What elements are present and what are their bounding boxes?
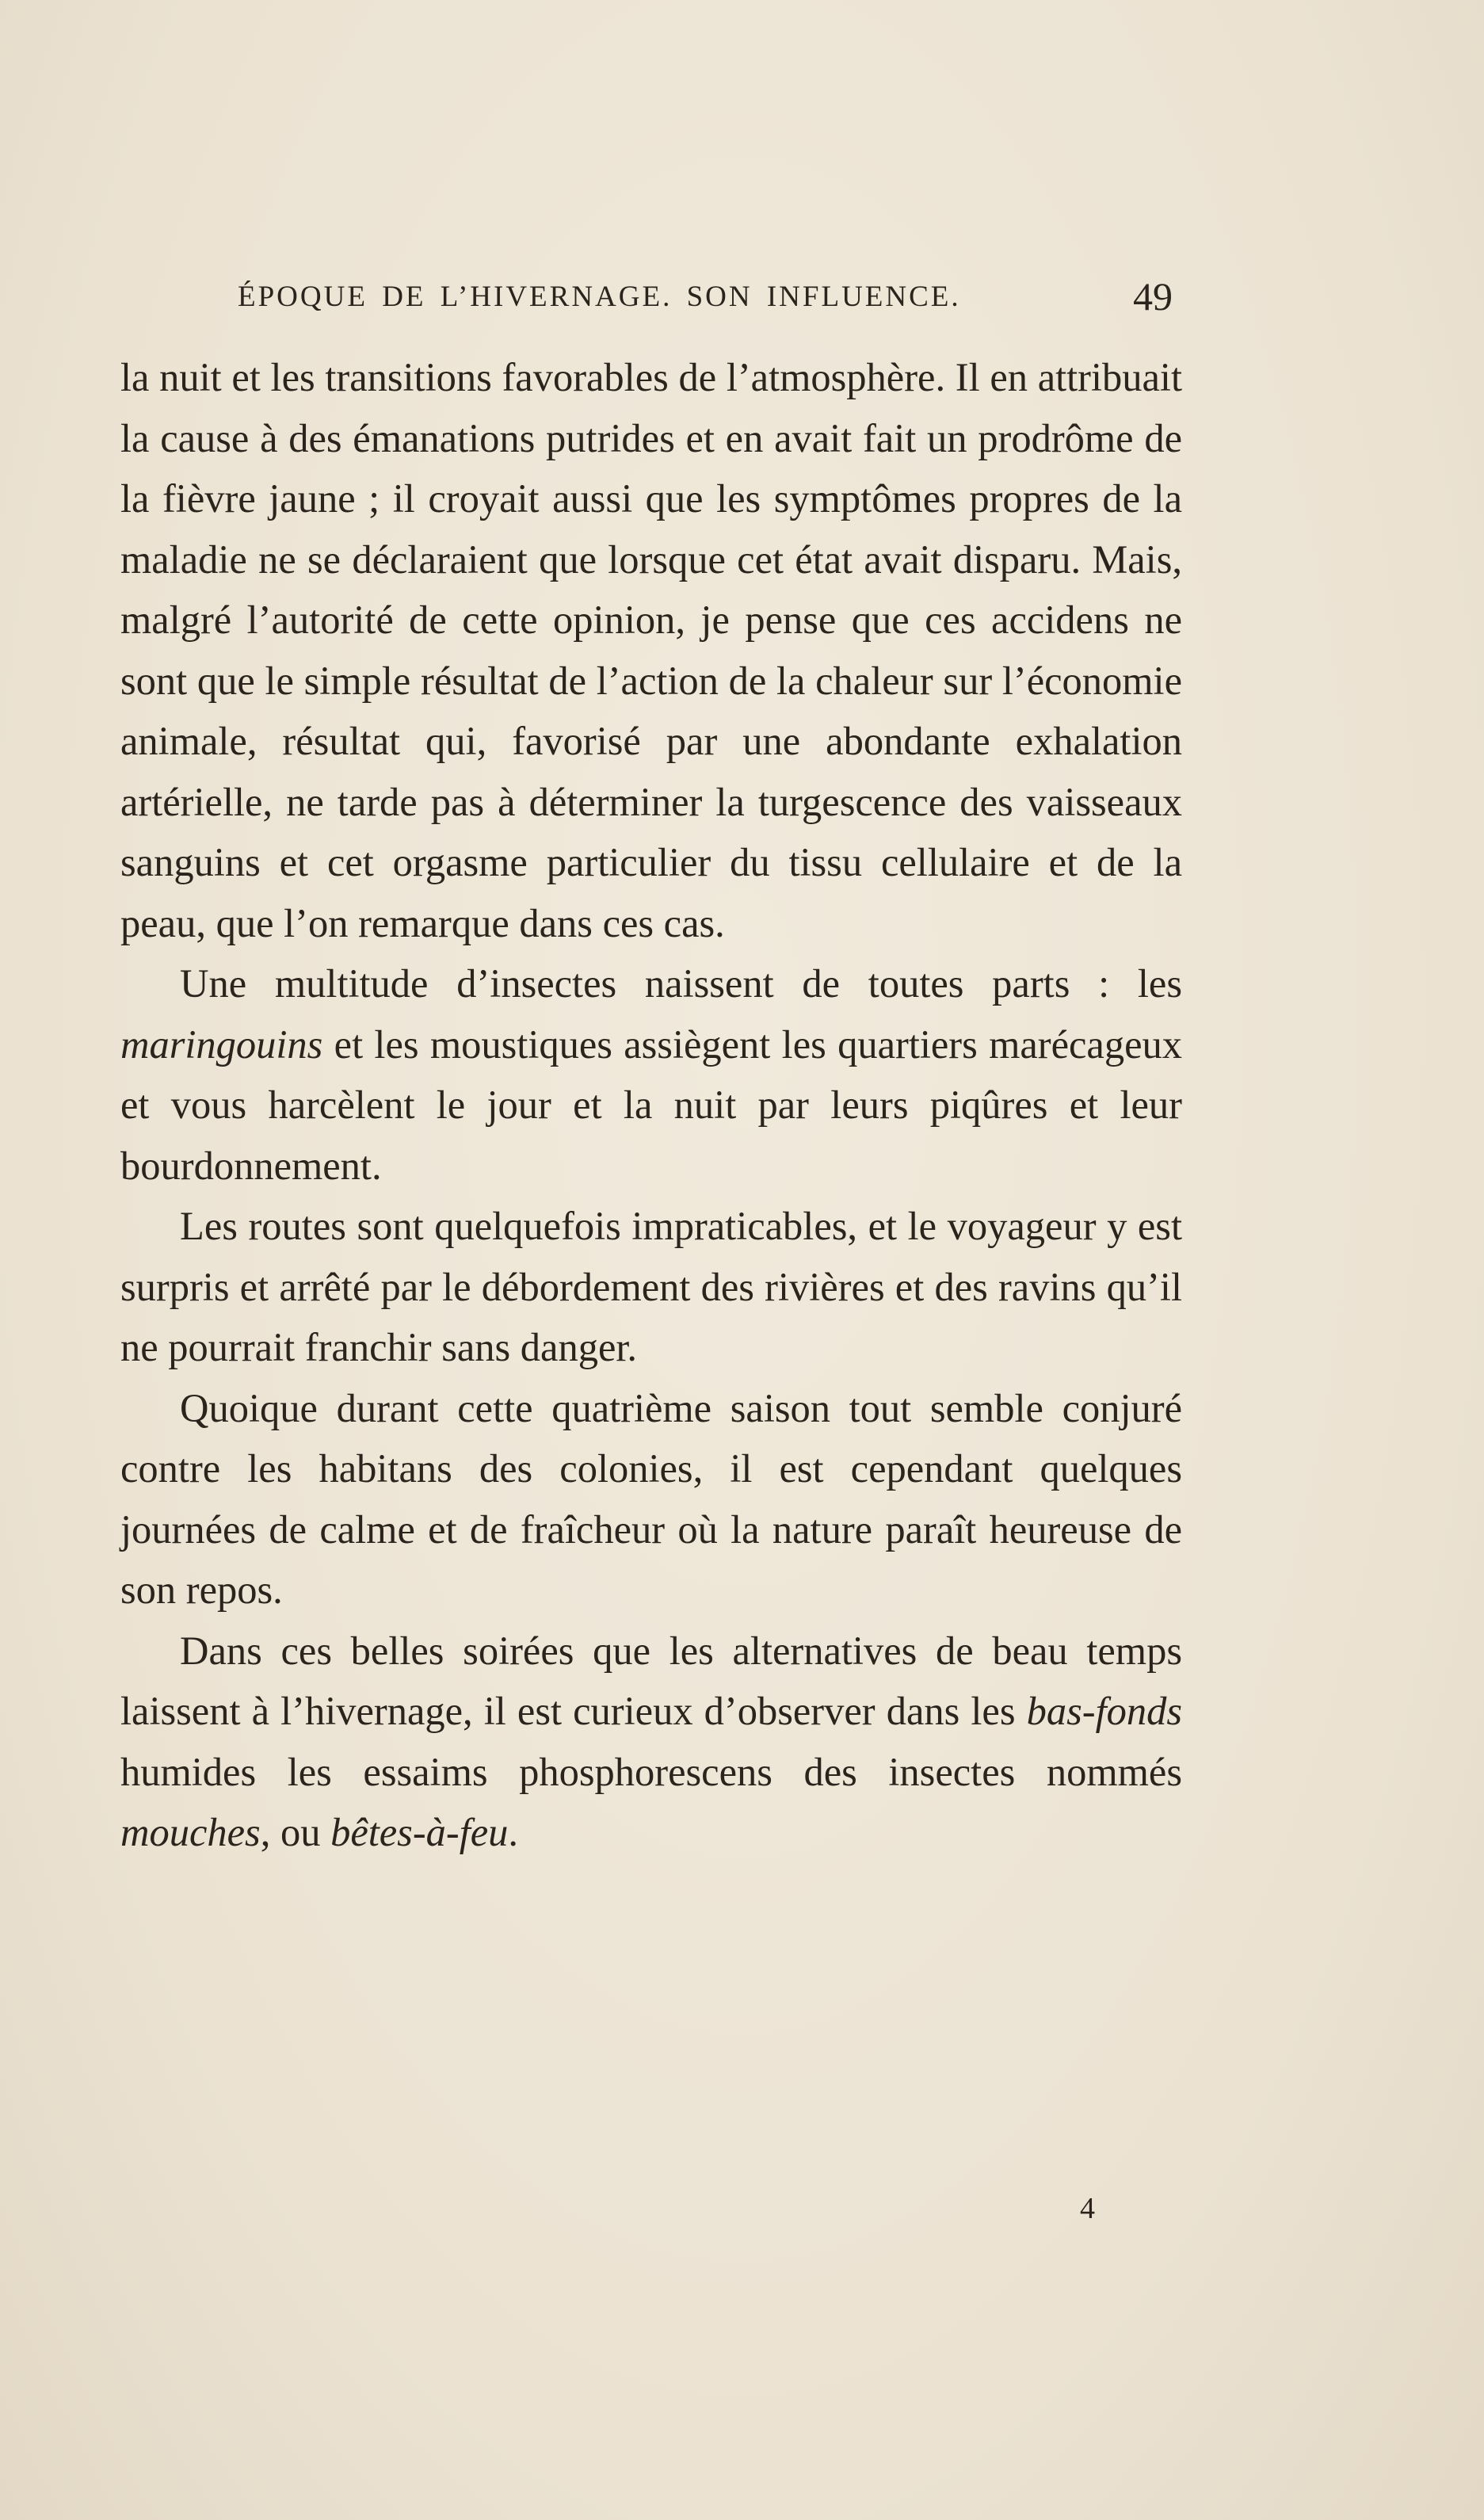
paragraph-4: Quoique durant cette quatrième saison tout semble conjuré contre les habitans des colonies, il est cependant quelques journées de calme et de fraîcheur où la nature paraît heureuse de son repos. (120, 1385, 1182, 1612)
page-number: 49 (1133, 274, 1173, 319)
signature-mark: 4 (1080, 2192, 1095, 2225)
paragraph-2-text-a: Une multitude d’insectes naissent de toutes parts : les (180, 961, 1182, 1006)
paragraph-2-text-c: et les moustiques assiègent les quartiers marécageux et vous harcèlent le jour et la nuit par leurs piqûres et leur bourdonnement. (120, 1021, 1182, 1188)
paragraph-1: la nuit et les transitions favorables de l’atmosphère. Il en attribuait la cause à des émanations putrides et en avait fait un prodrôme de la fièvre jaune ; il croyait aussi que les symptômes propres de la maladie ne se déclaraient que lorsque cet état avait disparu. Mais, malgré l’autorité de cette opinion, je pense que ces accidens ne sont que le simple résultat de l’action de la chaleur sur l’économie animale, résultat qui, favorisé par une abondante exhalation artérielle, ne tarde pas à déterminer la turgescence des vaisseaux sanguins et cet orgasme particulier du tissu cellulaire et de la peau, que l’on remarque dans ces cas. (120, 355, 1182, 945)
paragraph-3: Les routes sont quelquefois impraticables, et le voyageur y est surpris et arrêté par le débordement des rivières et des ravins qu’il ne pourrait franchir sans danger. (120, 1204, 1182, 1369)
running-head (238, 273, 1173, 321)
running-title: ÉPOQUE DE L’HIVERNAGE. SON INFLUENCE. (238, 281, 961, 313)
paragraph-5-text-g: . (508, 1810, 519, 1854)
italic-term-maringouins: maringouins (120, 1021, 323, 1067)
body-text (120, 347, 1182, 1863)
italic-term-mouches: mouches (120, 1810, 261, 1854)
italic-term-betes-a-feu: bêtes-à-feu (330, 1810, 509, 1854)
paragraph-2 (120, 953, 1182, 1196)
paragraph-5-text-a: Dans ces belles soirées que les alternatives de beau temps laissent à l’hivernage, il est curieux d’observer dans les (120, 1628, 1182, 1733)
paragraph-5-text-e: , ou (260, 1810, 331, 1854)
paragraph-5-text-c: humides les essaims phosphorescens des insectes nommés (120, 1749, 1182, 1794)
italic-term-bas-fonds: bas-fonds (1026, 1689, 1182, 1733)
paragraph-5 (120, 1621, 1182, 1863)
